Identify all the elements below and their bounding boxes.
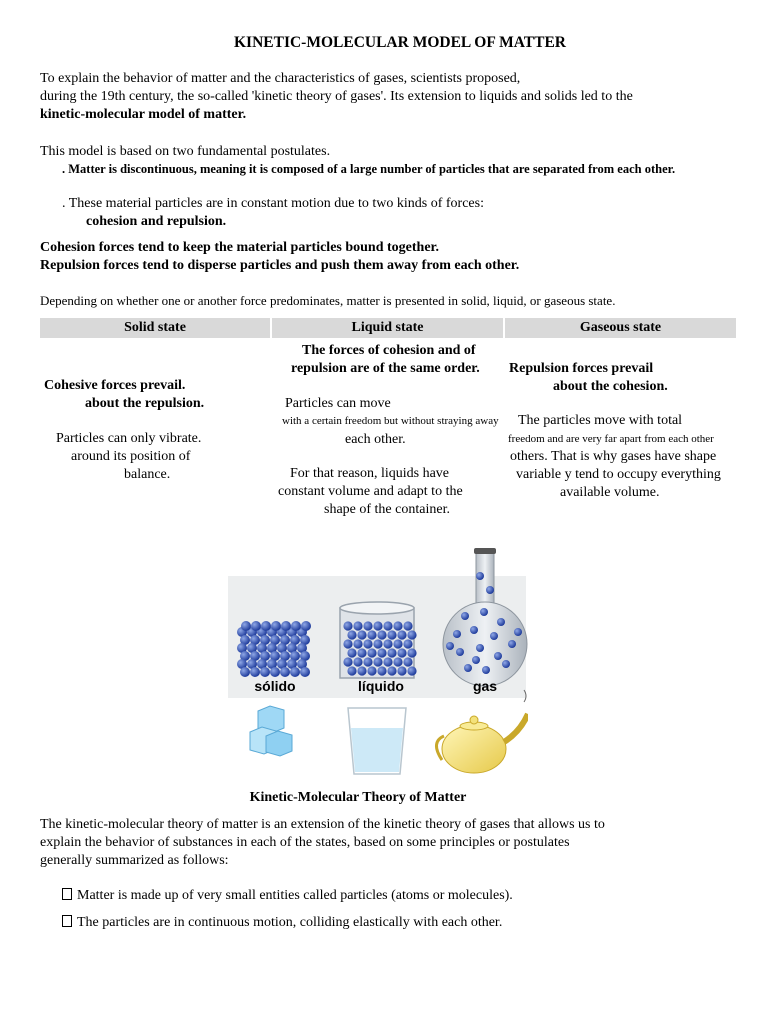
liquid-line-1: The forces of cohesion and of (302, 343, 476, 358)
gas-line-6: variable y tend to occupy everything (516, 467, 721, 482)
figure-caption: Kinetic-Molecular Theory of Matter (249, 790, 467, 805)
solid-line-4: around its position of (71, 449, 191, 464)
postulate-1: . Matter is discontinuous, meaning it is composed of a large number of particles that are separated from each other. (62, 162, 676, 176)
page-title: KINETIC-MOLECULAR MODEL OF MATTER (234, 34, 566, 51)
gas-line-3: The particles move with total (518, 413, 683, 428)
gas-line-5: others. That is why gases have shape (510, 449, 717, 464)
liquid-line-7: constant volume and adapt to the (278, 484, 463, 499)
checkbox-bullet-icon (62, 915, 72, 927)
gas-line-1: Repulsion forces prevail (509, 361, 654, 376)
intro-line-2: during the 19th century, the so-called 'kinetic theory of gases'. Its extension to liquids and solids led to the (40, 89, 633, 104)
table-header-liquid: Liquid state (272, 318, 503, 338)
ice-cubes-icon (250, 706, 292, 756)
postulate-2: . These material particles are in constant motion due to two kinds of forces: (62, 196, 484, 211)
bullet-text-1: Matter is made up of very small entities called particles (atoms or molecules). (77, 888, 513, 903)
table-header-solid: Solid state (40, 318, 270, 338)
gas-line-4: freedom and are very far apart from each other (508, 433, 714, 445)
solid-line-5: balance. (124, 467, 171, 482)
checkbox-bullet-icon (62, 888, 72, 900)
postulates-lead: This model is based on two fundamental postulates. (40, 144, 331, 159)
gas-line-2: about the cohesion. (553, 379, 668, 394)
liquid-line-3: Particles can move (285, 396, 391, 411)
table-header-gas: Gaseous state (505, 318, 736, 338)
bullet-item-2 (62, 914, 502, 932)
postulate-2-forces: cohesion and repulsion. (86, 214, 227, 229)
depending-text: Depending on whether one or another force predominates, matter is presented in solid, liquid, or gaseous state. (40, 293, 616, 308)
repulsion-forces-text: Repulsion forces tend to disperse particles and push them away from each other. (40, 258, 520, 273)
label-solid: sólido (254, 678, 296, 694)
gas-flask-icon (443, 548, 527, 686)
liquid-line-6: For that reason, liquids have (290, 466, 450, 481)
solid-line-2: about the repulsion. (85, 396, 205, 411)
liquid-line-8: shape of the container. (324, 502, 450, 517)
bullet-item-1 (62, 887, 513, 905)
liquid-line-2: repulsion are of the same order. (291, 361, 480, 376)
solid-line-3: Particles can only vibrate. (56, 431, 202, 446)
states-of-matter-figure (228, 546, 528, 778)
liquid-line-5: each other. (345, 432, 406, 447)
theory-line-1: The kinetic-molecular theory of matter is an extension of the kinetic theory of gases that allows us to (40, 817, 605, 832)
cohesion-forces-text: Cohesion forces tend to keep the material particles bound together. (40, 240, 439, 255)
liquid-line-4: with a certain freedom but without straying away (282, 415, 499, 427)
glass-of-water-icon (348, 708, 406, 774)
bullet-text-2: The particles are in continuous motion, colliding elastically with each other. (77, 915, 503, 930)
teapot-icon (436, 690, 528, 773)
theory-line-3: generally summarized as follows: (40, 853, 229, 868)
theory-line-2: explain the behavior of substances in each of the states, based on some principles or postulates (40, 835, 570, 850)
label-liquid: líquido (358, 678, 404, 694)
label-gas: gas (472, 678, 498, 694)
intro-line-1: To explain the behavior of matter and the characteristics of gases, scientists proposed, (40, 71, 521, 86)
solid-line-1: Cohesive forces prevail. (44, 378, 186, 393)
gas-line-7: available volume. (560, 485, 660, 500)
states-illustration (228, 546, 528, 778)
liquid-beaker-icon (340, 602, 417, 678)
intro-line-3: kinetic-molecular model of matter. (40, 107, 247, 122)
